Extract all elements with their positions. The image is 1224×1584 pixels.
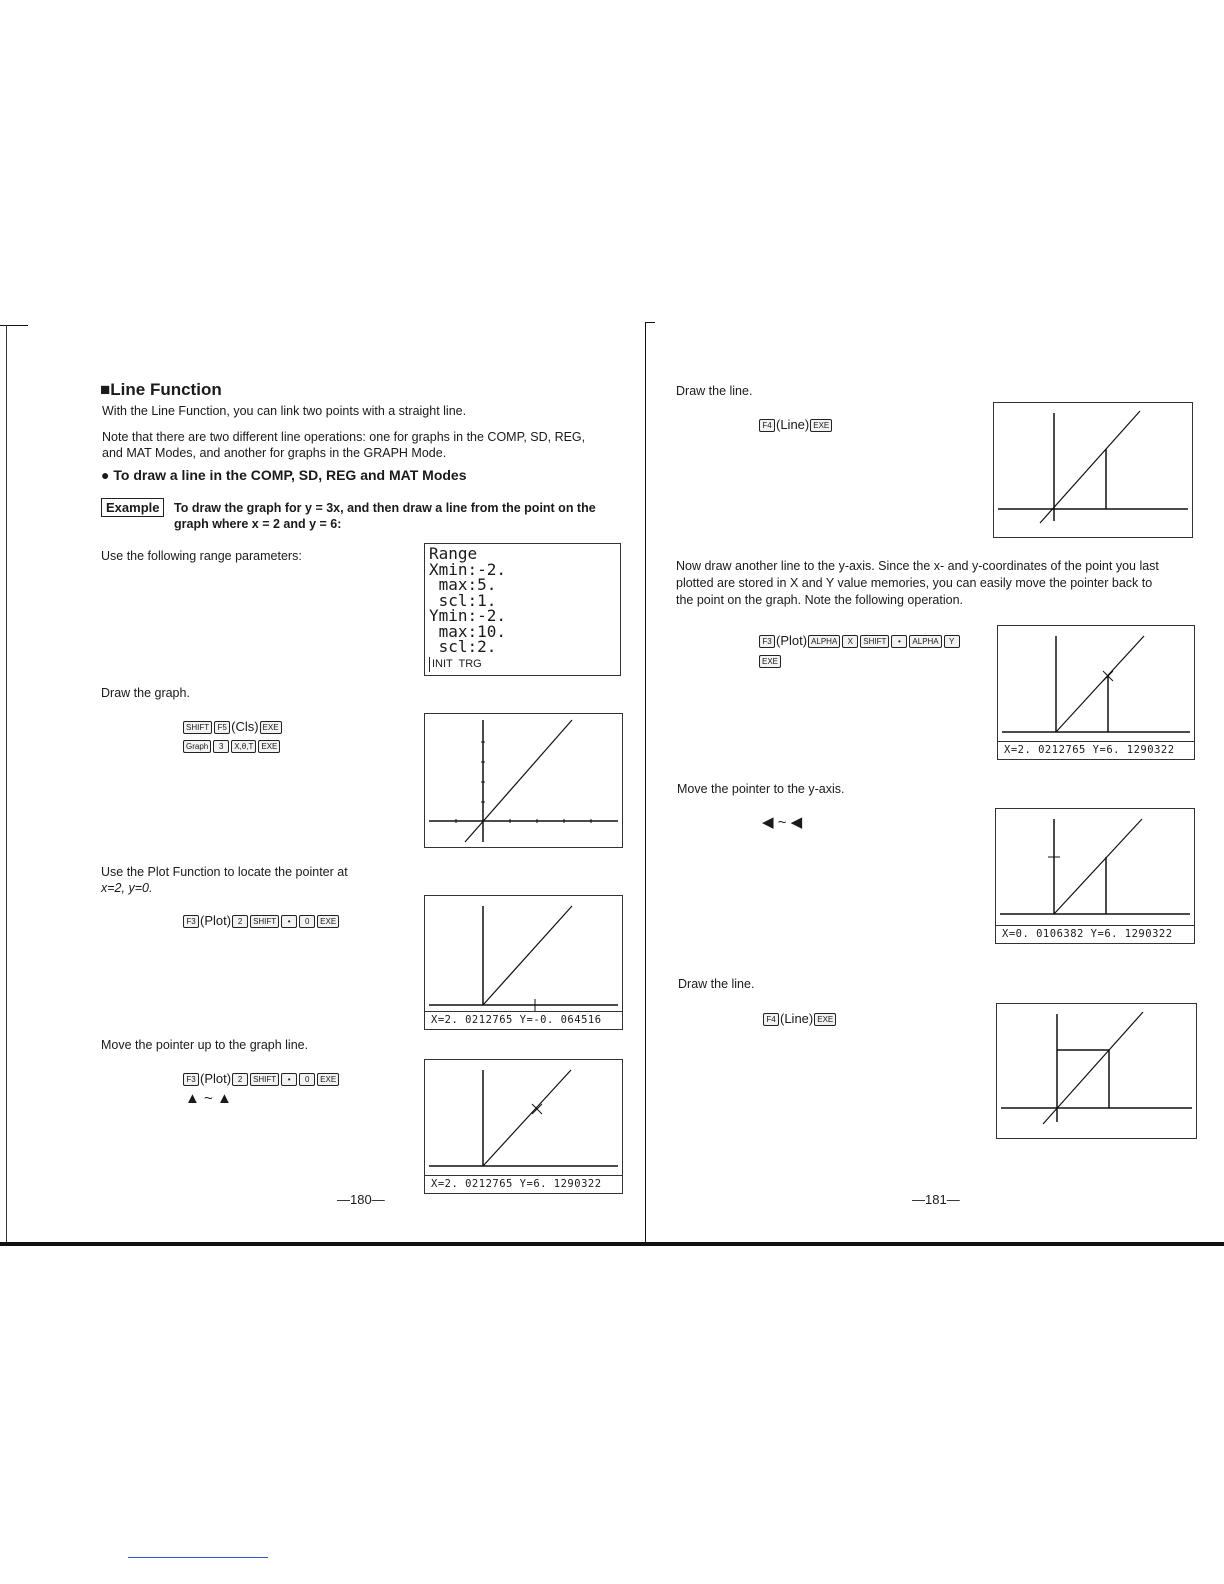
graph-plot [994, 403, 1192, 537]
key-f3: F3 [759, 635, 775, 648]
key-exe: EXE [317, 915, 339, 928]
keys-plot-1 [182, 912, 340, 929]
graph-screen-5 [997, 625, 1195, 760]
coordinate-readout: X=2. 0212765 Y=6. 1290322 [998, 741, 1194, 759]
step-another-line-c: the point on the graph. Note the following operation. [676, 593, 964, 607]
key-3: 3 [213, 740, 229, 753]
key-graph: Graph [183, 740, 211, 753]
left-top-mark [0, 325, 28, 326]
graph-screen-3 [424, 1059, 623, 1194]
step-move-to-y-axis: Move the pointer to the y-axis. [677, 782, 845, 796]
step-another-line-b: plotted are stored in X and Y value memories, you can easily move the pointer back to [676, 576, 1153, 590]
range-line: Ymin:-2. [429, 606, 507, 625]
key-f3: F3 [183, 915, 199, 928]
example-text-1: To draw the graph for y = 3x, and then draw a line from the point on the [174, 501, 596, 515]
graph-screen-2 [424, 895, 623, 1030]
key-exe: EXE [258, 740, 280, 753]
range-line: max:5. [429, 575, 497, 594]
up-arrow-keys: ▲ ~ ▲ [185, 1090, 232, 1107]
coordinate-readout: X=0. 0106382 Y=6. 1290322 [996, 925, 1194, 943]
keys-move-up [182, 1070, 340, 1087]
key-comma: • [891, 635, 907, 648]
left-arrow-keys: ◀ ~ ◀ [762, 814, 803, 831]
key-0: 0 [299, 915, 315, 928]
key-label: (Line) [780, 1011, 814, 1026]
key-f3: F3 [183, 1073, 199, 1086]
range-line: max:10. [429, 621, 507, 641]
graph-plot [425, 896, 622, 1029]
step-plot-instruction-b: x=2, y=0. [101, 881, 153, 895]
range-line: Range [429, 544, 478, 563]
key-2: 2 [232, 1073, 248, 1086]
example-label: Example [101, 498, 164, 517]
graph-screen-7 [996, 1003, 1197, 1139]
bottom-binding-line [0, 1242, 1224, 1246]
key-0: 0 [299, 1073, 315, 1086]
coordinate-readout: X=2. 0212765 Y=-0. 064516 [425, 1011, 622, 1029]
intro-paragraph-2a: Note that there are two different line operations: one for graphs in the COMP, SD, REG, [102, 430, 586, 444]
square-bullet-icon: ■ [100, 380, 111, 399]
graph-screen-1 [424, 713, 623, 848]
key-label: (Plot) [200, 913, 232, 928]
key-label: (Plot) [200, 1071, 232, 1086]
page-number-left: —180— [337, 1192, 385, 1207]
key-label: (Line) [776, 417, 810, 432]
graph-plot [998, 626, 1194, 759]
key-exe: EXE [810, 419, 832, 432]
keys-draw-line-2 [762, 1010, 837, 1027]
bottom-link-line [128, 1557, 268, 1558]
step-move-up: Move the pointer up to the graph line. [101, 1038, 309, 1052]
mode-subheading: ● To draw a line in the COMP, SD, REG and MAT Modes [101, 467, 467, 483]
page-divider [645, 322, 646, 1242]
key-f5: F5 [214, 721, 230, 734]
range-line: scl:1. [429, 590, 497, 610]
key-exe: EXE [260, 721, 282, 734]
example-text-2: graph where x = 2 and y = 6: [174, 517, 342, 531]
key-2: 2 [232, 915, 248, 928]
range-line: Xmin:-2. [429, 559, 507, 579]
graph-plot [996, 809, 1194, 943]
key-shift: SHIFT [860, 635, 889, 648]
key-exe: EXE [814, 1013, 836, 1026]
key-f4: F4 [759, 419, 775, 432]
key-exe: EXE [317, 1073, 339, 1086]
step-draw-line-2: Draw the line. [678, 977, 755, 991]
key-shift: SHIFT [250, 1073, 279, 1086]
range-line: scl:2. [429, 637, 497, 656]
key-label: (Cls) [231, 719, 259, 734]
key-xthetat: X,θ,T [231, 740, 256, 753]
graph-screen-6 [995, 808, 1195, 944]
key-label: (Plot) [776, 633, 808, 648]
key-shift: SHIFT [250, 915, 279, 928]
step-draw-line: Draw the line. [676, 384, 753, 398]
range-softkeys: INIT TRG [429, 657, 620, 673]
page-top-mark [645, 322, 655, 323]
graph-plot [997, 1004, 1196, 1138]
dot-bullet-icon: ● [101, 467, 110, 483]
keys-plot-memory-2 [758, 652, 782, 669]
intro-paragraph-1: With the Line Function, you can link two points with a straight line. [102, 404, 467, 418]
keys-draw-line [758, 416, 833, 433]
step-range-instruction: Use the following range parameters: [101, 549, 302, 563]
key-exe: EXE [759, 655, 781, 668]
graph-screen-4 [993, 402, 1193, 538]
section-title: ■Line Function [100, 380, 222, 399]
keys-plot-memory-1 [758, 632, 961, 649]
intro-paragraph-2b: and MAT Modes, and another for graphs in the GRAPH Mode. [102, 446, 447, 460]
step-draw-graph: Draw the graph. [101, 686, 190, 700]
graph-plot [425, 714, 622, 847]
key-y: Y [944, 635, 960, 648]
key-alpha: ALPHA [808, 635, 840, 648]
step-another-line-a: Now draw another line to the y-axis. Since the x- and y-coordinates of the point you last [676, 559, 1159, 573]
key-shift: SHIFT [183, 721, 212, 734]
key-comma: • [281, 915, 297, 928]
key-comma: • [281, 1073, 297, 1086]
left-edge-line [6, 325, 7, 1245]
key-alpha: ALPHA [909, 635, 941, 648]
range-parameters-screen [424, 543, 621, 676]
key-f4: F4 [763, 1013, 779, 1026]
step-plot-instruction-a: Use the Plot Function to locate the pointer at [101, 865, 348, 879]
keys-draw-graph-1 [182, 718, 283, 735]
key-x: X [842, 635, 858, 648]
page-number-right: —181— [912, 1192, 960, 1207]
graph-plot [425, 1060, 622, 1193]
keys-draw-graph-2 [182, 737, 281, 754]
coordinate-readout: X=2. 0212765 Y=6. 1290322 [425, 1175, 622, 1193]
